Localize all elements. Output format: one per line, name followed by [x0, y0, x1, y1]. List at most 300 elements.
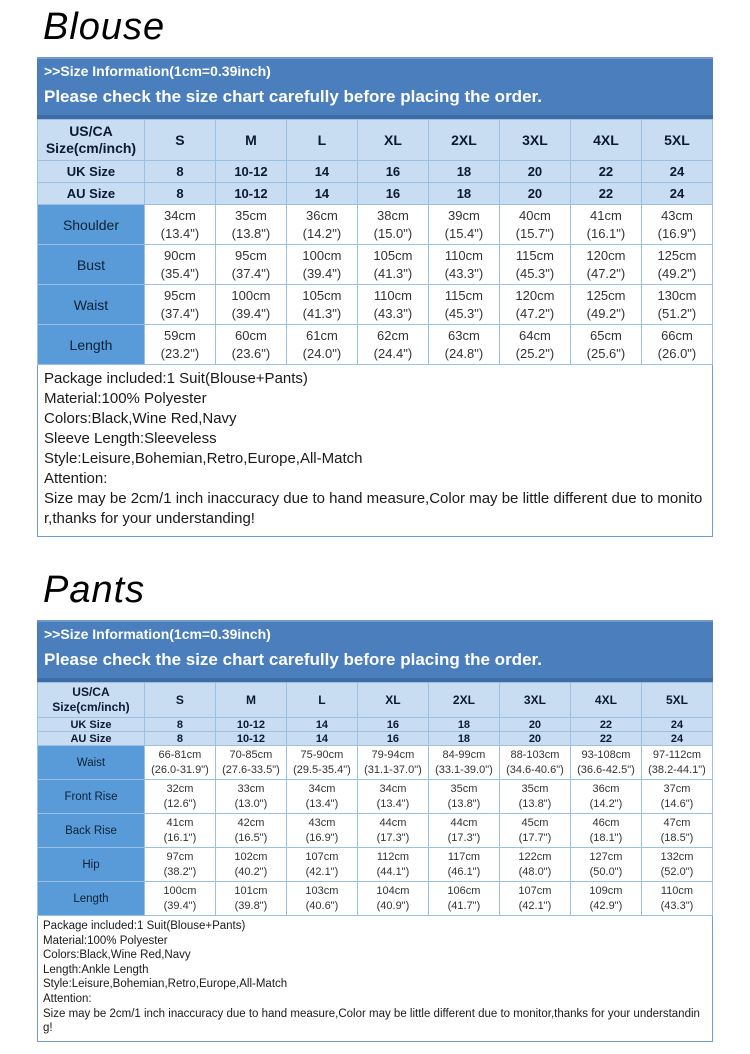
- inch-value: (13.4"): [376, 797, 410, 810]
- au-size-value-cell: 24: [641, 732, 712, 746]
- cm-value: 35cm: [235, 207, 267, 223]
- inch-value: (16.9"): [657, 225, 697, 241]
- detail-line: Style:Leisure,Bohemian,Retro,Europe,All-Match: [44, 450, 363, 467]
- inch-value: (25.6"): [586, 345, 626, 361]
- cm-value: 47cm: [663, 816, 691, 829]
- cm-value: 106cm: [447, 884, 481, 897]
- size-header-cell: S: [144, 683, 215, 718]
- measurement-value-cell: [570, 746, 641, 780]
- measurement-value-cell: [144, 746, 215, 780]
- au-size-value-cell: 10-12: [215, 183, 286, 205]
- cm-value: 100cm: [231, 287, 271, 303]
- inch-value: (34.6-40.6"): [506, 763, 564, 776]
- cm-value: 100cm: [302, 247, 342, 263]
- uk-size-value-cell: 22: [570, 161, 641, 183]
- measurement-value-cell: [428, 746, 499, 780]
- measurement-value-cell: [499, 848, 570, 882]
- measurement-value-cell: [570, 814, 641, 848]
- inch-value: (51.2"): [657, 305, 697, 321]
- uk-size-value-cell: 16: [357, 718, 428, 732]
- measurement-value-cell: [428, 325, 499, 365]
- cm-value: 63cm: [448, 327, 480, 343]
- inch-value: (42.1"): [305, 865, 339, 878]
- cm-value: 122cm: [518, 850, 552, 863]
- uk-size-value-cell: 16: [357, 161, 428, 183]
- measurement-value-cell: [641, 848, 712, 882]
- measurement-value-cell: [144, 325, 215, 365]
- measurement-value-cell: [428, 848, 499, 882]
- uk-size-value-cell: 14: [286, 161, 357, 183]
- inch-value: (44.1"): [376, 865, 410, 878]
- au-size-row: [38, 183, 713, 205]
- measurement-value-cell: [357, 848, 428, 882]
- corner-header-cell: US/CA Size(cm/inch): [38, 120, 145, 161]
- inch-value: (17.3"): [447, 831, 481, 844]
- measurement-value-cell: [570, 285, 641, 325]
- uk-size-value-cell: 20: [499, 161, 570, 183]
- measurement-row: [38, 285, 713, 325]
- detail-line: Attention:: [44, 470, 108, 487]
- blouse-section: [37, 6, 713, 537]
- measurement-value-cell: [570, 780, 641, 814]
- pants-size-info-banner: [37, 620, 713, 682]
- inch-value: (26.0-31.9"): [151, 763, 209, 776]
- measurement-label-cell: Shoulder: [38, 205, 145, 245]
- au-size-label-cell: AU Size: [38, 732, 145, 746]
- measurement-value-cell: [357, 245, 428, 285]
- measurement-value-cell: [357, 882, 428, 916]
- measurement-label-cell: Hip: [38, 848, 145, 882]
- inch-value: (40.6"): [305, 899, 339, 912]
- au-size-value-cell: 22: [570, 183, 641, 205]
- measurement-row: [38, 245, 713, 285]
- inch-value: (42.1"): [518, 899, 552, 912]
- measurement-value-cell: [428, 780, 499, 814]
- cm-value: 103cm: [305, 884, 339, 897]
- inch-value: (40.2"): [234, 865, 268, 878]
- measurement-value-cell: [215, 780, 286, 814]
- measurement-value-cell: [499, 814, 570, 848]
- inch-value: (46.1"): [447, 865, 481, 878]
- cm-value: 112cm: [376, 850, 410, 863]
- inch-value: (17.3"): [376, 831, 410, 844]
- size-header-cell: XL: [357, 120, 428, 161]
- pants-section: [37, 569, 713, 1042]
- measurement-value-cell: [428, 205, 499, 245]
- cm-value: 45cm: [521, 816, 549, 829]
- size-header-cell: 4XL: [570, 683, 641, 718]
- measurement-label-cell: Front Rise: [38, 780, 145, 814]
- cm-value: 34cm: [164, 207, 196, 223]
- au-size-value-cell: 22: [570, 732, 641, 746]
- measurement-row: [38, 325, 713, 365]
- measurement-value-cell: [144, 882, 215, 916]
- au-size-value-cell: 8: [144, 183, 215, 205]
- au-size-value-cell: 18: [428, 183, 499, 205]
- measurement-value-cell: [144, 780, 215, 814]
- cm-value: 33cm: [237, 782, 265, 795]
- cm-value: 62cm: [377, 327, 409, 343]
- detail-line: Material:100% Polyester: [43, 934, 168, 947]
- inch-value: (47.2"): [586, 265, 626, 281]
- cm-value: 101cm: [234, 884, 268, 897]
- measurement-label-cell: Bust: [38, 245, 145, 285]
- pants-size-table: [37, 682, 713, 916]
- measurement-label-cell: Back Rise: [38, 814, 145, 848]
- detail-line: Package included:1 Suit(Blouse+Pants): [43, 920, 246, 932]
- cm-value: 64cm: [519, 327, 551, 343]
- size-header-cell: 5XL: [641, 683, 712, 718]
- inch-value: (31.1-37.0"): [364, 763, 422, 776]
- size-header-cell: 3XL: [499, 120, 570, 161]
- detail-line: Package included:1 Suit(Blouse+Pants): [44, 370, 308, 387]
- uk-size-label-cell: UK Size: [38, 718, 145, 732]
- uk-size-value-cell: 20: [499, 718, 570, 732]
- cm-value: 105cm: [373, 247, 413, 263]
- measurement-value-cell: [286, 780, 357, 814]
- cm-value: 40cm: [519, 207, 551, 223]
- inch-value: (41.3"): [373, 265, 413, 281]
- measurement-value-cell: [428, 814, 499, 848]
- detail-line: Size may be 2cm/1 inch inaccuracy due to hand measure,Color may be little different due to monitor,thanks for your understanding!: [43, 1007, 700, 1035]
- cm-value: 120cm: [515, 287, 555, 303]
- blouse-product-details: [37, 365, 713, 537]
- cm-value: 97-112cm: [652, 748, 702, 761]
- measurement-value-cell: [144, 285, 215, 325]
- measurement-value-cell: [215, 882, 286, 916]
- measurement-value-cell: [144, 848, 215, 882]
- au-size-value-cell: 16: [357, 183, 428, 205]
- detail-line: Attention:: [43, 992, 92, 1005]
- measurement-value-cell: [286, 285, 357, 325]
- cm-value: 117cm: [447, 850, 481, 863]
- measurement-value-cell: [215, 285, 286, 325]
- measurement-row: [38, 882, 713, 916]
- measurement-value-cell: [428, 285, 499, 325]
- measurement-value-cell: [641, 882, 712, 916]
- uk-size-value-cell: 10-12: [215, 161, 286, 183]
- size-header-row: [38, 120, 713, 161]
- cm-value: 110cm: [444, 247, 483, 263]
- inch-value: (41.3"): [302, 305, 342, 321]
- au-size-row: [38, 732, 713, 746]
- inch-value: (13.8"): [518, 797, 552, 810]
- inch-value: (37.4"): [231, 265, 271, 281]
- cm-value: 120cm: [586, 247, 626, 263]
- au-size-value-cell: 18: [428, 732, 499, 746]
- uk-size-value-cell: 10-12: [215, 718, 286, 732]
- measurement-value-cell: [499, 285, 570, 325]
- blouse-size-table: [37, 119, 713, 365]
- cm-value: 115cm: [515, 247, 554, 263]
- detail-line: Style:Leisure,Bohemian,Retro,Europe,All-Match: [43, 978, 288, 991]
- inch-value: (48.0"): [518, 865, 552, 878]
- measurement-value-cell: [641, 205, 712, 245]
- inch-value: (47.2"): [515, 305, 555, 321]
- au-size-value-cell: 14: [286, 183, 357, 205]
- cm-value: 100cm: [163, 884, 197, 897]
- measurement-value-cell: [215, 245, 286, 285]
- inch-value: (14.2"): [589, 797, 623, 810]
- inch-value: (49.2"): [586, 305, 626, 321]
- inch-value: (39.4"): [163, 899, 197, 912]
- cm-value: 84-99cm: [442, 748, 486, 761]
- cm-value: 109cm: [589, 884, 623, 897]
- inch-value: (24.8"): [444, 345, 484, 361]
- cm-value: 44cm: [450, 816, 478, 829]
- au-size-value-cell: 14: [286, 732, 357, 746]
- inch-value: (41.7"): [447, 899, 481, 912]
- size-header-cell: 5XL: [641, 120, 712, 161]
- cm-value: 46cm: [592, 816, 620, 829]
- au-size-value-cell: 16: [357, 732, 428, 746]
- detail-line: Colors:Black,Wine Red,Navy: [44, 410, 237, 427]
- cm-value: 107cm: [518, 884, 552, 897]
- inch-value: (15.0"): [373, 225, 413, 241]
- inch-value: (50.0"): [589, 865, 623, 878]
- cm-value: 44cm: [379, 816, 407, 829]
- measurement-value-cell: [357, 325, 428, 365]
- inch-value: (45.3"): [515, 265, 555, 281]
- inch-value: (26.0"): [657, 345, 697, 361]
- blouse-section-title: Blouse: [43, 6, 166, 48]
- cm-value: 95cm: [235, 247, 267, 263]
- cm-value: 32cm: [166, 782, 194, 795]
- cm-value: 125cm: [657, 247, 697, 263]
- measurement-value-cell: [357, 285, 428, 325]
- uk-size-label-cell: UK Size: [38, 161, 145, 183]
- cm-value: 43cm: [308, 816, 336, 829]
- inch-value: (43.3"): [444, 265, 484, 281]
- inch-value: (23.2"): [160, 345, 200, 361]
- au-size-value-cell: 24: [641, 183, 712, 205]
- inch-value: (43.3"): [373, 305, 413, 321]
- measurement-value-cell: [144, 814, 215, 848]
- uk-size-value-cell: 24: [641, 718, 712, 732]
- cm-value: 75-90cm: [300, 748, 344, 761]
- cm-value: 97cm: [166, 850, 194, 863]
- size-header-cell: 3XL: [499, 683, 570, 718]
- corner-header-cell: US/CA Size(cm/inch): [38, 683, 145, 718]
- inch-value: (23.6"): [231, 345, 271, 361]
- measurement-value-cell: [428, 245, 499, 285]
- size-header-cell: 2XL: [428, 120, 499, 161]
- cm-value: 110cm: [660, 884, 694, 897]
- au-size-value-cell: 8: [144, 732, 215, 746]
- uk-size-value-cell: 14: [286, 718, 357, 732]
- cm-value: 61cm: [306, 327, 338, 343]
- measurement-value-cell: [357, 205, 428, 245]
- inch-value: (27.6-33.5"): [222, 763, 280, 776]
- measurement-value-cell: [570, 245, 641, 285]
- inch-value: (18.5"): [660, 831, 694, 844]
- inch-value: (18.1"): [589, 831, 623, 844]
- measurement-value-cell: [499, 205, 570, 245]
- cm-value: 79-94cm: [371, 748, 415, 761]
- measurement-value-cell: [286, 848, 357, 882]
- cm-value: 36cm: [592, 782, 620, 795]
- measurement-value-cell: [215, 848, 286, 882]
- inch-value: (12.6"): [163, 797, 197, 810]
- pants-size-info-label: >>Size Information(1cm=0.39inch): [44, 626, 271, 642]
- measurement-value-cell: [215, 746, 286, 780]
- pants-product-details: [37, 916, 713, 1042]
- size-header-cell: 2XL: [428, 683, 499, 718]
- measurement-value-cell: [286, 746, 357, 780]
- size-header-cell: XL: [357, 683, 428, 718]
- inch-value: (39.4"): [302, 265, 342, 281]
- measurement-value-cell: [215, 325, 286, 365]
- measurement-value-cell: [570, 882, 641, 916]
- cm-value: 95cm: [164, 287, 196, 303]
- cm-value: 38cm: [377, 207, 409, 223]
- measurement-value-cell: [570, 205, 641, 245]
- inch-value: (45.3"): [444, 305, 484, 321]
- cm-value: 37cm: [663, 782, 691, 795]
- uk-size-value-cell: 8: [144, 161, 215, 183]
- cm-value: 66cm: [661, 327, 693, 343]
- measurement-value-cell: [499, 780, 570, 814]
- measurement-value-cell: [499, 245, 570, 285]
- inch-value: (29.5-35.4"): [293, 763, 351, 776]
- detail-line: Material:100% Polyester: [44, 390, 207, 407]
- cm-value: 115cm: [444, 287, 483, 303]
- uk-size-value-cell: 18: [428, 718, 499, 732]
- measurement-value-cell: [499, 746, 570, 780]
- measurement-value-cell: [641, 746, 712, 780]
- cm-value: 60cm: [235, 327, 267, 343]
- inch-value: (37.4"): [160, 305, 200, 321]
- measurement-value-cell: [286, 882, 357, 916]
- cm-value: 41cm: [166, 816, 194, 829]
- size-header-cell: M: [215, 120, 286, 161]
- inch-value: (39.8"): [234, 899, 268, 912]
- cm-value: 88-103cm: [510, 748, 560, 761]
- measurement-value-cell: [357, 746, 428, 780]
- cm-value: 102cm: [234, 850, 268, 863]
- au-size-value-cell: 20: [499, 732, 570, 746]
- blouse-size-info-label: >>Size Information(1cm=0.39inch): [44, 63, 271, 79]
- inch-value: (35.4"): [160, 265, 200, 281]
- size-header-row: [38, 683, 713, 718]
- inch-value: (16.1"): [586, 225, 626, 241]
- uk-size-value-cell: 8: [144, 718, 215, 732]
- cm-value: 125cm: [586, 287, 626, 303]
- blouse-size-info-banner: [37, 57, 713, 119]
- uk-size-value-cell: 18: [428, 161, 499, 183]
- size-header-cell: L: [286, 683, 357, 718]
- uk-size-value-cell: 24: [641, 161, 712, 183]
- cm-value: 35cm: [521, 782, 549, 795]
- measurement-value-cell: [499, 882, 570, 916]
- size-header-cell: L: [286, 120, 357, 161]
- cm-value: 34cm: [308, 782, 336, 795]
- cm-value: 110cm: [373, 287, 412, 303]
- inch-value: (25.2"): [515, 345, 555, 361]
- inch-value: (52.0"): [660, 865, 694, 878]
- inch-value: (16.9"): [305, 831, 339, 844]
- uk-size-row: [38, 161, 713, 183]
- cm-value: 130cm: [657, 287, 697, 303]
- detail-line: Colors:Black,Wine Red,Navy: [43, 949, 191, 962]
- cm-value: 65cm: [590, 327, 622, 343]
- cm-value: 105cm: [302, 287, 342, 303]
- au-size-value-cell: 20: [499, 183, 570, 205]
- size-header-cell: 4XL: [570, 120, 641, 161]
- measurement-value-cell: [499, 325, 570, 365]
- inch-value: (40.9"): [376, 899, 410, 912]
- measurement-value-cell: [641, 814, 712, 848]
- measurement-value-cell: [641, 325, 712, 365]
- cm-value: 42cm: [237, 816, 265, 829]
- inch-value: (16.1"): [163, 831, 197, 844]
- measurement-value-cell: [144, 205, 215, 245]
- inch-value: (17.7"): [518, 831, 552, 844]
- size-header-cell: S: [144, 120, 215, 161]
- cm-value: 70-85cm: [229, 748, 273, 761]
- inch-value: (49.2"): [657, 265, 697, 281]
- inch-value: (13.8"): [231, 225, 271, 241]
- cm-value: 35cm: [450, 782, 478, 795]
- inch-value: (14.6"): [660, 797, 694, 810]
- measurement-row: [38, 814, 713, 848]
- au-size-label-cell: AU Size: [38, 183, 145, 205]
- inch-value: (33.1-39.0"): [435, 763, 493, 776]
- measurement-value-cell: [144, 245, 215, 285]
- measurement-label-cell: Length: [38, 325, 145, 365]
- uk-size-value-cell: 22: [570, 718, 641, 732]
- measurement-value-cell: [286, 325, 357, 365]
- cm-value: 66-81cm: [158, 748, 202, 761]
- inch-value: (43.3"): [660, 899, 694, 912]
- measurement-value-cell: [641, 245, 712, 285]
- measurement-value-cell: [357, 814, 428, 848]
- detail-line: Sleeve Length:Sleeveless: [44, 430, 217, 447]
- uk-size-row: [38, 718, 713, 732]
- cm-value: 104cm: [376, 884, 410, 897]
- inch-value: (42.9"): [589, 899, 623, 912]
- pants-section-title: Pants: [43, 569, 146, 611]
- inch-value: (13.4"): [160, 225, 200, 241]
- inch-value: (38.2-44.1"): [648, 763, 706, 776]
- detail-line: Size may be 2cm/1 inch inaccuracy due to hand measure,Color may be little different due to monitor,thanks for your understanding!: [44, 490, 703, 527]
- cm-value: 36cm: [306, 207, 338, 223]
- measurement-value-cell: [641, 780, 712, 814]
- cm-value: 59cm: [164, 327, 196, 343]
- measurement-value-cell: [286, 814, 357, 848]
- cm-value: 34cm: [379, 782, 407, 795]
- inch-value: (14.2"): [302, 225, 342, 241]
- measurement-value-cell: [215, 205, 286, 245]
- cm-value: 127cm: [589, 850, 623, 863]
- inch-value: (13.8"): [447, 797, 481, 810]
- size-header-cell: M: [215, 683, 286, 718]
- measurement-label-cell: Length: [38, 882, 145, 916]
- inch-value: (24.0"): [302, 345, 342, 361]
- detail-line: Length:Ankle Length: [43, 963, 149, 976]
- cm-value: 43cm: [661, 207, 693, 223]
- inch-value: (15.4"): [444, 225, 484, 241]
- cm-value: 90cm: [164, 247, 196, 263]
- inch-value: (15.7"): [515, 225, 555, 241]
- au-size-value-cell: 10-12: [215, 732, 286, 746]
- measurement-row: [38, 848, 713, 882]
- cm-value: 132cm: [660, 850, 694, 863]
- inch-value: (24.4"): [373, 345, 413, 361]
- measurement-value-cell: [286, 205, 357, 245]
- inch-value: (36.6-42.5"): [577, 763, 635, 776]
- cm-value: 107cm: [305, 850, 339, 863]
